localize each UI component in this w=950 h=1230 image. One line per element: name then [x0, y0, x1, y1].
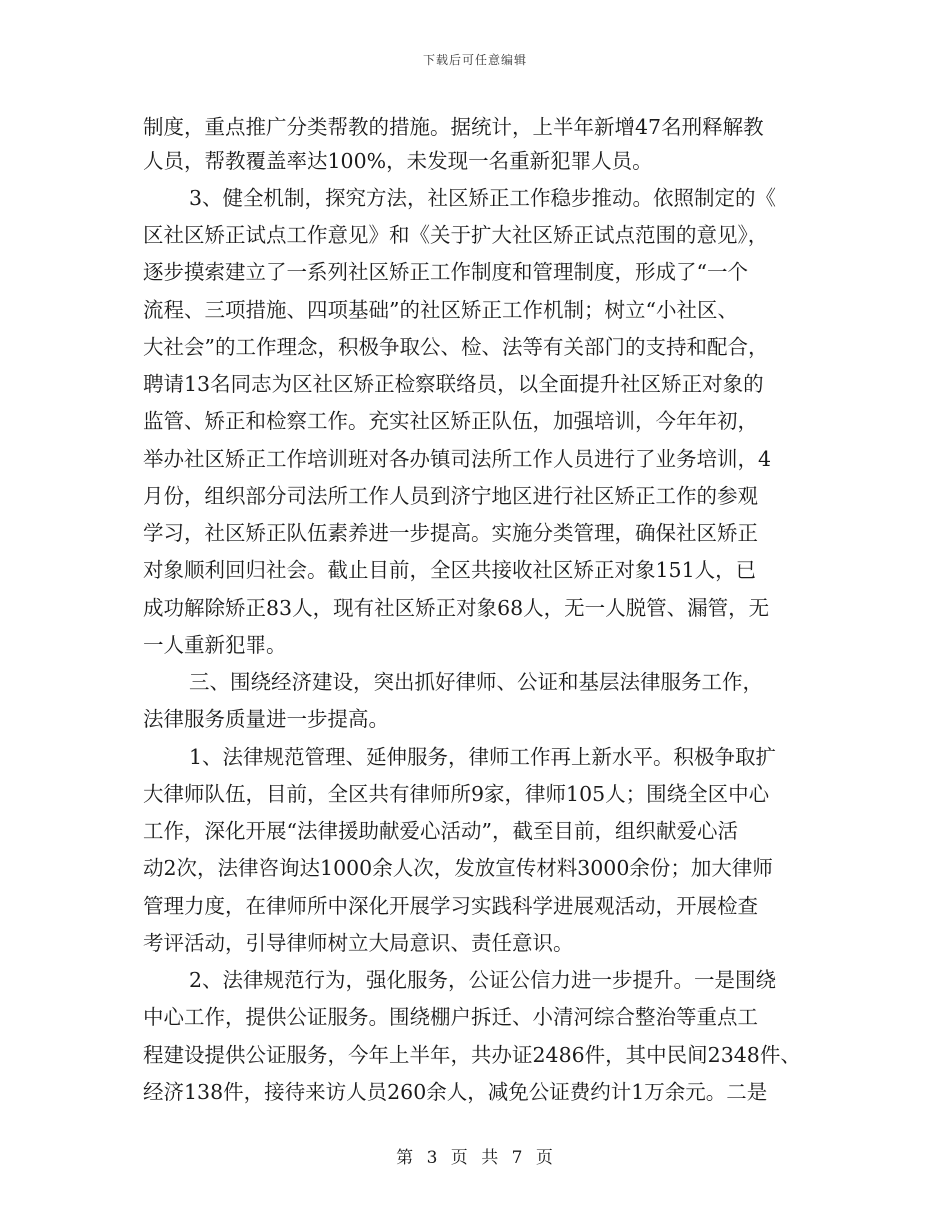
text-line: 月份，组织部分司法所工作人员到济宁地区进行社区矫正工作的参观 [143, 484, 758, 508]
text-line: 中心工作，提供公证服务。围绕棚户拆迁、小清河综合整治等重点工 [143, 1005, 758, 1029]
text-line: 3、健全机制，探究方法，社区矫正工作稳步推动。依照制定的《 [189, 186, 777, 210]
page-number: 第 3 页 共 7 页 [396, 1148, 554, 1168]
page-header: 下载后可任意编辑 [422, 53, 527, 67]
text-line: 监管、矫正和检察工作。充实社区矫正队伍，加强培训，今年年初， [143, 409, 758, 433]
text-line: 管理力度，在律师所中深化开展学习实践科学进展观活动，开展检查 [143, 894, 758, 918]
text-line: 学习，社区矫正队伍素养进一步提高。实施分类管理，确保社区矫正 [143, 521, 758, 545]
text-line: 工作，深化开展“法律援助献爱心活动”，截至目前，组织献爱心活 [143, 819, 738, 843]
text-line: 聘请13名同志为区社区矫正检察联络员，以全面提升社区矫正对象的 [143, 372, 764, 396]
text-line: 举办社区矫正工作培训班对各办镇司法所工作人员进行了业务培训，4 [143, 447, 772, 471]
text-line: 考评活动，引导律师树立大局意识、责任意识。 [143, 931, 574, 955]
text-line: 一人重新犯罪。 [143, 633, 287, 657]
text-line: 法律服务质量进一步提高。 [143, 707, 389, 731]
text-line: 成功解除矫正83人，现有社区矫正对象68人，无一人脱管、漏管，无 [143, 596, 770, 620]
text-line: 1、法律规范管理、延伸服务，律师工作再上新水平。积极争取扩 [189, 745, 777, 769]
text-line: 人员，帮教覆盖率达100%，未发现一名重新犯罪人员。 [143, 149, 653, 173]
text-line: 区社区矫正试点工作意见》和《关于扩大社区矫正试点范围的意见》， [143, 223, 769, 247]
text-line: 逐步摸索建立了一系列社区矫正工作制度和管理制度，形成了“一个 [143, 260, 748, 284]
text-line: 大律师队伍，目前，全区共有律师所9家，律师105人；围绕全区中心 [143, 782, 770, 806]
text-line: 动2次，法律咨询达1000余人次，发放宣传材料3000余份；加大律师 [143, 856, 773, 880]
text-line: 2、法律规范行为，强化服务，公证公信力进一步提升。一是围绕 [189, 968, 777, 992]
text-line: 大社会”的工作理念，积极争取公、检、法等有关部门的支持和配合， [143, 335, 769, 359]
text-line: 制度，重点推广分类帮教的措施。据统计，上半年新增47名刑释解教 [143, 115, 764, 139]
text-line: 对象顺利回归社会。截止目前，全区共接收社区矫正对象151人，已 [143, 558, 757, 582]
text-line: 程建设提供公证服务，今年上半年，共办证2486件，其中民间2348件、 [143, 1043, 801, 1067]
text-line: 经济138件，接待来访人员260余人，减免公证费约计1万余元。二是 [143, 1080, 768, 1104]
text-line: 流程、三项措施、四项基础”的社区矫正工作机制；树立“小社区、 [143, 298, 738, 322]
section-heading: 三、围绕经济建设，突出抓好律师、公证和基层法律服务工作， [189, 670, 763, 694]
